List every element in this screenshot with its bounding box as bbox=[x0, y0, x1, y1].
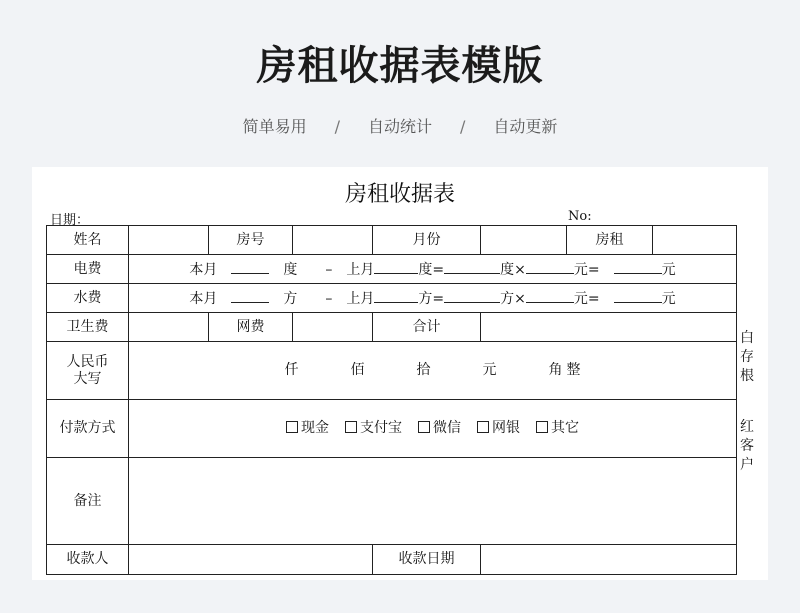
payment-option-alipay[interactable]: 支付宝 bbox=[345, 420, 402, 436]
fill-blank[interactable] bbox=[526, 288, 574, 303]
checkbox[interactable] bbox=[286, 421, 298, 433]
internet-cell[interactable] bbox=[293, 313, 373, 342]
subtitle bbox=[0, 114, 800, 137]
payee-cell[interactable] bbox=[129, 545, 373, 575]
fill-blank[interactable] bbox=[526, 259, 574, 274]
fill-blank[interactable] bbox=[614, 288, 662, 303]
table-row bbox=[47, 313, 737, 342]
table-row bbox=[47, 226, 737, 255]
amount-label: 人民币 大写 bbox=[47, 342, 129, 400]
checkbox[interactable] bbox=[477, 421, 489, 433]
name-cell[interactable] bbox=[129, 226, 209, 255]
payment-option-bank[interactable]: 网银 bbox=[477, 420, 520, 436]
internet-label: 网费 bbox=[209, 313, 293, 342]
total-cell[interactable] bbox=[481, 313, 737, 342]
receipt-form bbox=[32, 167, 768, 580]
month-label: 月份 bbox=[373, 226, 481, 255]
checkbox[interactable] bbox=[536, 421, 548, 433]
receipt-table bbox=[46, 225, 737, 575]
payment-label: 付款方式 bbox=[47, 400, 129, 458]
rent-cell[interactable] bbox=[653, 226, 737, 255]
table-row bbox=[47, 284, 737, 313]
checkbox[interactable] bbox=[345, 421, 357, 433]
feature-auto-stats: 自动统计 bbox=[367, 117, 432, 136]
fill-blank[interactable] bbox=[374, 259, 418, 274]
fill-blank[interactable] bbox=[231, 259, 269, 274]
remark-label: 备注 bbox=[47, 458, 129, 545]
side-note-white-stub: 白 存 根 bbox=[740, 330, 754, 384]
receipt-date-cell[interactable] bbox=[481, 545, 737, 575]
fill-blank[interactable] bbox=[374, 288, 418, 303]
number-label: No: bbox=[568, 209, 592, 224]
payment-options bbox=[129, 400, 737, 458]
month-cell[interactable] bbox=[481, 226, 567, 255]
form-title: 房租收据表 bbox=[344, 182, 455, 207]
sanitation-cell[interactable] bbox=[129, 313, 209, 342]
room-cell[interactable] bbox=[293, 226, 373, 255]
table-row bbox=[47, 255, 737, 284]
table-row bbox=[47, 545, 737, 575]
rent-label: 房租 bbox=[567, 226, 653, 255]
remark-cell[interactable] bbox=[129, 458, 737, 545]
water-formula[interactable]: 本月 方 – 上月 方= 方× 元= 元 bbox=[129, 284, 737, 313]
sanitation-label: 卫生费 bbox=[47, 313, 129, 342]
payee-label: 收款人 bbox=[47, 545, 129, 575]
fill-blank[interactable] bbox=[444, 259, 500, 274]
checkbox[interactable] bbox=[418, 421, 430, 433]
payment-option-other[interactable]: 其它 bbox=[536, 420, 579, 436]
date-label: 日期： bbox=[50, 213, 90, 228]
table-row bbox=[47, 458, 737, 545]
name-label: 姓名 bbox=[47, 226, 129, 255]
separator: / bbox=[334, 117, 340, 136]
electric-formula[interactable]: 本月 度 – 上月 度= 度× 元= 元 bbox=[129, 255, 737, 284]
payment-option-cash[interactable]: 现金 bbox=[286, 420, 329, 436]
amount-in-words[interactable]: 仟 佰 拾 元 角 整 bbox=[129, 342, 737, 400]
fill-blank[interactable] bbox=[231, 288, 269, 303]
electric-label: 电费 bbox=[47, 255, 129, 284]
feature-easy: 简单易用 bbox=[242, 117, 307, 136]
separator: / bbox=[460, 117, 466, 136]
room-label: 房号 bbox=[209, 226, 293, 255]
fill-blank[interactable] bbox=[444, 288, 500, 303]
page-title: 房租收据表模版 bbox=[256, 43, 544, 89]
total-label: 合计 bbox=[373, 313, 481, 342]
table-row bbox=[47, 400, 737, 458]
receipt-date-label: 收款日期 bbox=[373, 545, 481, 575]
water-label: 水费 bbox=[47, 284, 129, 313]
table-row bbox=[47, 342, 737, 400]
feature-auto-update: 自动更新 bbox=[493, 117, 558, 136]
fill-blank[interactable] bbox=[614, 259, 662, 274]
side-note-red-customer: 红 客 户 bbox=[740, 419, 754, 473]
payment-option-wechat[interactable]: 微信 bbox=[418, 420, 461, 436]
